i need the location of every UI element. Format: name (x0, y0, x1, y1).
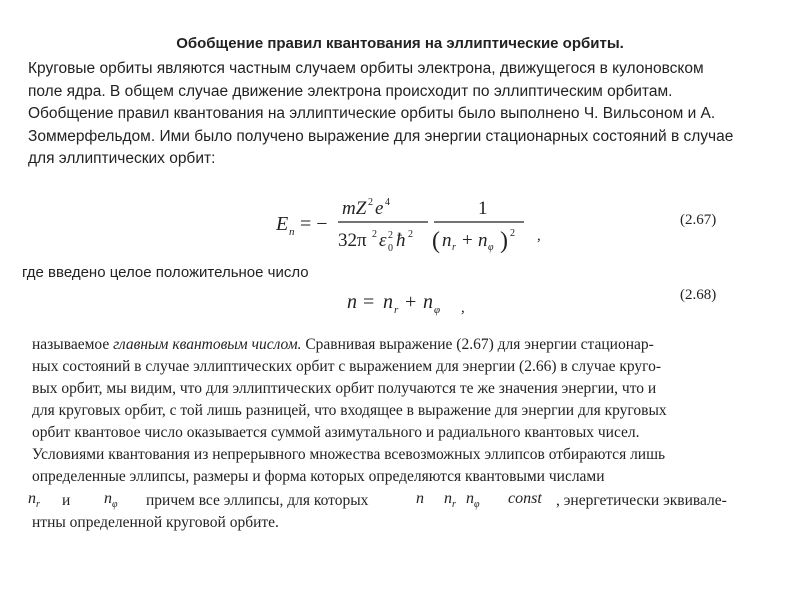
svg-text:): ) (500, 228, 508, 254)
svg-text:4: 4 (385, 197, 390, 208)
nr-symbol: $n_r$ (444, 490, 456, 511)
page-title: Обобщение правил квантования на эллиптические орбиты. (176, 35, 624, 52)
emphasized-term: главным квантовым числом. (113, 336, 302, 353)
formula-comma: , (537, 228, 541, 244)
paragraph-line: ных состояний в случае эллиптических орбит с выражением для энергии (2.66) в случае круго- (32, 358, 662, 375)
paragraph-text: , энергетически эквивале- (556, 492, 727, 509)
intro-line: Обобщение правил квантования на эллиптические орбиты было выполнено Ч. Вильсоном и А. (28, 105, 716, 122)
svg-text:r: r (394, 304, 399, 316)
svg-text:ε: ε (379, 230, 387, 251)
svg-text:n: n (442, 230, 452, 251)
svg-text:n: n (423, 291, 433, 313)
paragraph-line: для круговых орбит, с той лишь разницей, что входящее в выражение для энергии для круговых (32, 402, 667, 419)
svg-text:1: 1 (478, 198, 488, 219)
intro-line: поле ядра. В общем случае движение электрона происходит по эллиптическим орбитам. (28, 82, 673, 100)
svg-text:2: 2 (368, 197, 373, 208)
svg-text:n: n (289, 226, 295, 238)
svg-text:+: + (405, 291, 417, 313)
intro-line: Круговые орбиты являются частным случаем орбиты электрона, движущегося в кулоновском (28, 60, 704, 77)
svg-text:n: n (347, 291, 357, 313)
svg-text:0: 0 (388, 243, 393, 254)
svg-text:= −: = − (300, 213, 328, 235)
text-run: называемое (32, 336, 114, 353)
svg-text:32π: 32π (338, 230, 367, 251)
svg-text:r: r (452, 242, 456, 253)
svg-text:φ: φ (488, 242, 494, 253)
svg-text:n: n (383, 291, 393, 313)
svg-text:2: 2 (510, 228, 515, 239)
paragraph-line: Условиями квантования из непрерывного множества всевозможных эллипсов отбираются лишь (32, 446, 666, 463)
equation-number: (2.68) (680, 287, 717, 303)
equation-number: (2.67) (680, 212, 717, 228)
svg-text:+: + (462, 230, 473, 251)
text-run: Сравнивая выражение (2.67) для энергии стационар- (301, 336, 654, 353)
svg-text:e: e (375, 198, 384, 219)
svg-text:φ: φ (434, 304, 441, 316)
svg-text:n: n (478, 230, 488, 251)
svg-text:E: E (276, 213, 289, 235)
paragraph-text: причем все эллипсы, для которых (146, 492, 369, 509)
svg-text:=: = (363, 291, 375, 313)
svg-text:2: 2 (372, 229, 377, 240)
const-symbol: const (508, 490, 542, 507)
svg-text:ħ: ħ (396, 230, 406, 251)
principal-number-formula (345, 286, 475, 318)
svg-text:mZ: mZ (342, 198, 367, 219)
and-word: и (62, 492, 71, 509)
paragraph-last-line: нтны определенной круговой орбите. (32, 514, 279, 531)
svg-text:2: 2 (408, 229, 413, 240)
nphi-symbol: $n_\varphi$ (104, 490, 118, 511)
energy-formula (276, 190, 556, 260)
intro-line: Зоммерфельдом. Ими было получено выражение для энергии стационарных состояний в случае (28, 127, 734, 145)
nr-symbol: $n_r$ (28, 490, 40, 511)
intro-text: где введено целое положительное число (22, 264, 309, 281)
formula-comma: , (461, 300, 465, 316)
body-paragraph (32, 334, 767, 488)
svg-text:2: 2 (388, 230, 393, 241)
nphi-symbol: $n_\varphi$ (466, 490, 480, 511)
paragraph-line: вых орбит, мы видим, что для эллиптических орбит получаются те же значения энергии, что и (32, 380, 657, 397)
paragraph-line: определенные эллипсы, размеры и форма которых определяются квантовыми числами (32, 468, 605, 485)
paragraph-line (32, 334, 767, 356)
svg-text:(: ( (432, 228, 440, 254)
n-symbol: n (416, 490, 424, 507)
intro-line: для эллиптических орбит: (28, 150, 216, 167)
intro-paragraph (28, 58, 770, 171)
paragraph-line: орбит квантовое число оказывается суммой азимутального и радиального квантовых чисел. (32, 424, 640, 441)
